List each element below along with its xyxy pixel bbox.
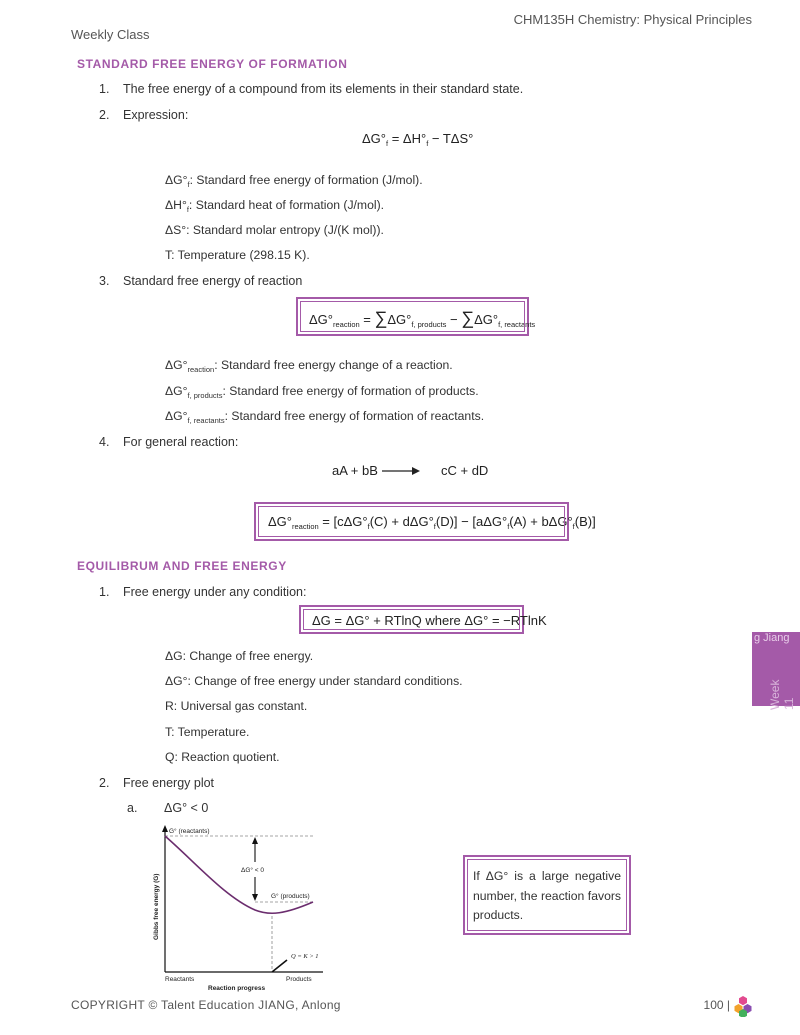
definition-q: Q: Reaction quotient. [165,750,280,764]
list-number: 1. [99,585,110,599]
x-axis-label: Reaction progress [208,985,266,992]
down-arrow-icon [252,894,258,901]
list-item-general: For general reaction: [123,435,239,449]
definition-dg: ΔG: Change of free energy. [165,649,314,663]
free-energy-equation-box: ΔG = ΔG° + RTlnQ where ΔG° = −RTlnK [299,605,524,634]
definition-dg-reactants: $\Delta G^\circ_{f, reactants}$: Standard free energy of formation of reactants. [165,409,485,425]
definition-ds: ΔS°: Standard molar entropy (J/(K mol)). [165,223,384,237]
reaction-arrow-icon [380,465,422,477]
definition-dg-standard: ΔG°: Change of free energy under standard conditions. [165,674,463,688]
products-top-label: G° (products) [271,893,310,900]
list-number: 4. [99,435,110,449]
note-box: If ΔG° is a large negative number, the reaction favors products. [463,855,631,935]
list-item-definition: The free energy of a compound from its elements in their standard state. [123,82,524,96]
definition-t: T: Temperature (298.15 K). [165,248,310,262]
up-arrow-icon [252,837,258,844]
list-item-reaction: Standard free energy of reaction [123,274,303,288]
y-axis-label: Gibbs free energy (G) [153,873,160,940]
definition-dg-reaction: $\Delta G^\circ_{reaction}$: Standard free energy change of a reaction. [165,358,453,374]
list-number: 2. [99,776,110,790]
x-tick-products: Products [286,976,312,983]
definition-dhf: $\Delta H^\circ_f$: Standard heat of formation (J/mol). [165,198,385,214]
list-item-expression: Expression: [123,108,189,122]
definition-temperature: T: Temperature. [165,725,250,739]
reaction-equation-box: $\Delta G^\circ_{reaction} = \sum\Delta G^\circ_{f, products} - \sum\Delta G^\circ_{f, reactants}$ [296,297,529,336]
course-title: CHM135H Chemistry: Physical Principles [513,12,752,27]
free-energy-plot [145,822,335,992]
definition-r: R: Universal gas constant. [165,699,308,713]
list-number: 2. [99,108,110,122]
section-title-equilibrium: EQUILIBRUM AND FREE ENERGY [77,559,287,573]
hexagon-logo-icon [732,995,754,1017]
definition-dg-products: $\Delta G^\circ_{f, products}$: Standard free energy of formation of products. [165,384,479,400]
list-number: 3. [99,274,110,288]
list-item-any-condition: Free energy under any condition: [123,585,307,599]
general-reaction-right: cC + dD [441,463,489,478]
formation-equation: $\Delta G^\circ_f = \Delta H^\circ_f - T\Delta S^\circ$ [362,131,474,148]
y-axis-arrow-icon [162,825,168,832]
delta-label: ΔG° < 0 [241,867,265,874]
footer-copyright: COPYRIGHT © Talent Education JIANG, Anlong [71,998,341,1012]
q-k-label: Q = K > 1 [291,953,319,960]
reactants-top-label: G° (reactants) [169,828,210,835]
page-number: 100 | [703,998,730,1012]
general-equation-box: $\Delta G^\circ_{reaction} = [c\Delta G^\circ_f(C) + d\Delta G^\circ_f(D)] - [a\Delta G^\circ_f(A) + b\Delta G^\circ_f(B)]$ [254,502,569,541]
list-number: 1. [99,82,110,96]
side-tab-author: g Jiang [754,632,790,644]
side-tab-week: Week 11 [768,679,796,710]
sub-list-condition: ΔG° < 0 [164,801,209,815]
list-item-plot: Free energy plot [123,776,215,790]
section-title-formation: STANDARD FREE ENERGY OF FORMATION [77,57,348,71]
q-k-pointer [272,960,287,972]
x-tick-reactants: Reactants [165,976,195,983]
definition-dgf: $\Delta G^\circ_f$: Standard free energy of formation (J/mol). [165,173,423,189]
weekly-class-label: Weekly Class [71,27,150,42]
week-side-tab [752,632,800,710]
sub-list-letter: a. [127,801,138,815]
general-reaction-left: aA + bB [332,463,378,478]
